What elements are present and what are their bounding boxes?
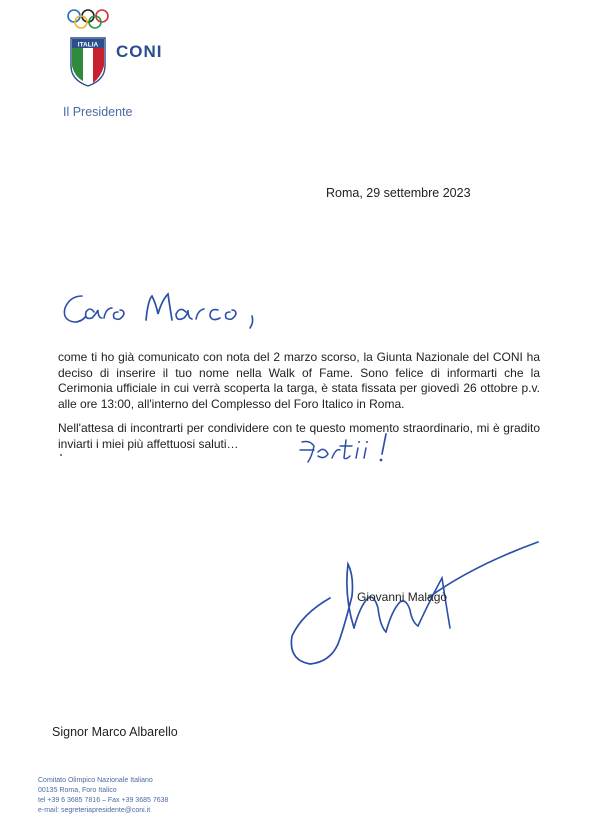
handwritten-salutation (60, 282, 320, 332)
signer-name: Giovanni Malagò (357, 590, 448, 604)
footer-address-line: 00135 Roma, Foro Italico (38, 787, 117, 794)
ink-dot (60, 454, 62, 456)
olympic-rings-icon (66, 8, 116, 32)
handwritten-closing (296, 428, 416, 468)
letter-date: Roma, 29 settembre 2023 (326, 186, 471, 200)
footer-phone-fax: tel +39 6 3685 7816 – Fax +39 3685 7638 (38, 797, 169, 804)
office-title: Il Presidente (63, 105, 133, 119)
body-paragraph-2: Nell'attesa di incontrarti per condividere con te questo momento straordinario, mi è gradito inviarti i miei più affettuosi saluti… (58, 421, 540, 451)
svg-text:ITALIA: ITALIA (77, 41, 99, 49)
letterhead (66, 8, 206, 88)
italia-shield-icon (69, 36, 107, 88)
footer-email: e-mail: segreteriapresidente@coni.it (38, 807, 151, 814)
coni-logo-text: CONI (116, 42, 163, 61)
footer-organization: Comitato Olimpico Nazionale Italiano (38, 777, 153, 784)
body-paragraph-1: come ti ho già comunicato con nota del 2 marzo scorso, la Giunta Nazionale del CONI ha deciso di inserire il tuo nome nella Walk of Fame. Sono felice di informarti che la Cerimonia ufficiale in cui verrà scoperta la targa, è stata fissata per giovedì 26 ottobre p.v. alle ore 13:00, all'interno del Complesso del Foro Italico in Roma. (58, 350, 540, 411)
footer-address (38, 776, 168, 816)
recipient-name: Signor Marco Albarello (52, 725, 178, 739)
